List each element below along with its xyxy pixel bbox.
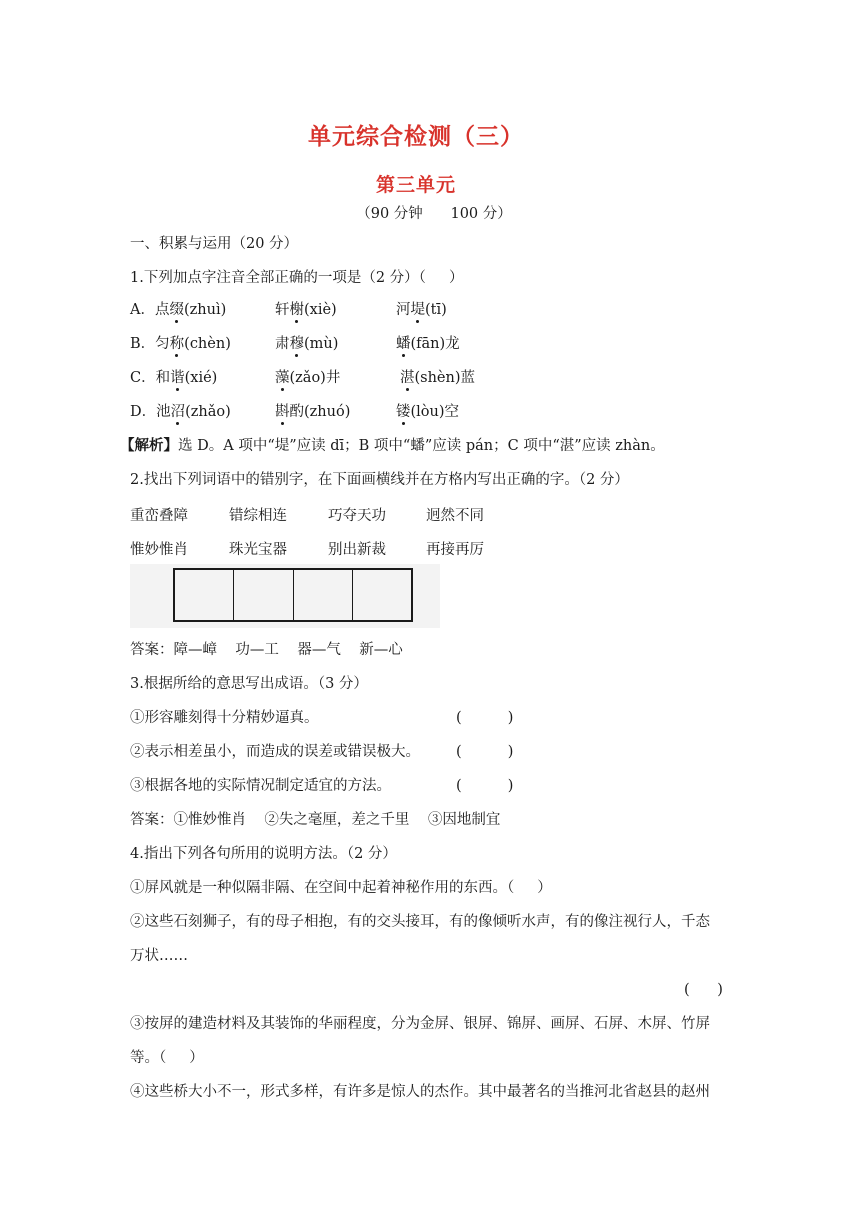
q4-stem: 4.指出下列各句所用的说明方法。（2 分） (130, 846, 397, 862)
q1-option-c: C．和谐(xié) (130, 370, 218, 386)
q2-word: 迥然不同 (426, 508, 484, 524)
q3-stem: 3.根据所给的意思写出成语。（3 分） (130, 676, 368, 692)
q1-option-a-2: 轩榭(xiè) (275, 302, 337, 318)
q1-stem: 1.下列加点字注音全部正确的一项是（2 分）（ ） (130, 270, 464, 286)
q2-word: 别出新裁 (328, 542, 386, 558)
q1-option-d-3: 镂(lòu)空 (396, 404, 460, 420)
q4-sentence-2: ②这些石刻狮子，有的母子相抱，有的交头接耳，有的像倾听水声，有的像注视行人，千态 (130, 914, 710, 930)
q3-answer: 答案：①惟妙惟肖 ②失之毫厘，差之千里 ③因地制宜 (130, 812, 501, 828)
q2-word: 重峦叠障 (130, 508, 188, 524)
q1-option-b-2: 肃穆(mù) (275, 336, 339, 352)
q2-stem: 2.找出下列词语中的错别字，在下面画横线并在方格内写出正确的字。（2 分） (130, 472, 629, 488)
q4-sentence-3-cont: 等。（ ） (130, 1050, 204, 1066)
q1-option-d: D．池沼(zhǎo) (130, 404, 231, 420)
q1-option-a: A．点缀(zhuì) (130, 302, 227, 318)
answer-cell[interactable] (353, 570, 411, 620)
answer-cell[interactable] (175, 570, 234, 620)
q4-sentence-4: ④这些桥大小不一，形式多样，有许多是惊人的杰作。其中最著名的当推河北省赵县的赵州 (130, 1084, 710, 1100)
answer-grid (173, 568, 413, 622)
q1-option-d-2: 斟酌(zhuó) (275, 404, 351, 420)
answer-cell[interactable] (234, 570, 293, 620)
answer-cell[interactable] (294, 570, 353, 620)
q1-option-b-3: 蟠(fān)龙 (396, 336, 460, 352)
q2-word: 巧夺天功 (328, 508, 386, 524)
q1-option-b: B．匀称(chèn) (130, 336, 231, 352)
q1-option-c-3: 湛(shèn)蓝 (400, 370, 476, 386)
q1-option-a-3: 河堤(tī) (396, 302, 447, 318)
q4-sentence-2-cont: 万状…… (130, 948, 188, 964)
q3-item: ①形容雕刻得十分精妙逼真。 (130, 710, 319, 726)
section-heading: 一、积累与运用（20 分） (130, 236, 299, 252)
q1-option-c-2: 藻(zǎo)井 (275, 370, 341, 386)
q2-word: 错综相连 (229, 508, 287, 524)
exam-title: 单元综合检测（三） (308, 124, 524, 150)
q2-word: 再接再厉 (426, 542, 484, 558)
q3-item: ③根据各地的实际情况制定适宜的方法。 (130, 778, 391, 794)
q4-sentence-1: ①屏风就是一种似隔非隔、在空间中起着神秘作用的东西。（ ） (130, 880, 552, 896)
q2-word: 惟妙惟肖 (130, 542, 188, 558)
q3-paren: ( ) (456, 710, 514, 726)
q3-paren: ( ) (456, 778, 514, 794)
q1-analysis: 【解析】选 D。A 项中“堤”应读 dī；B 项中“蟠”应读 pán；C 项中“湛”应读 zhàn。 (120, 437, 665, 454)
q2-word: 珠光宝器 (229, 542, 287, 558)
time-score: （90 分钟 100 分） (356, 206, 512, 222)
q2-answer: 答案：障—嶂 功—工 器—气 新—心 (130, 642, 403, 658)
exam-subtitle: 第三单元 (375, 174, 456, 196)
q4-sentence-2-paren: ( ) (684, 982, 723, 998)
q3-paren: ( ) (456, 744, 514, 760)
q4-sentence-3: ③按屏的建造材料及其装饰的华丽程度，分为金屏、银屏、锦屏、画屏、石屏、木屏、竹屏 (130, 1016, 710, 1032)
q3-item: ②表示相差虽小，而造成的误差或错误极大。 (130, 744, 420, 760)
